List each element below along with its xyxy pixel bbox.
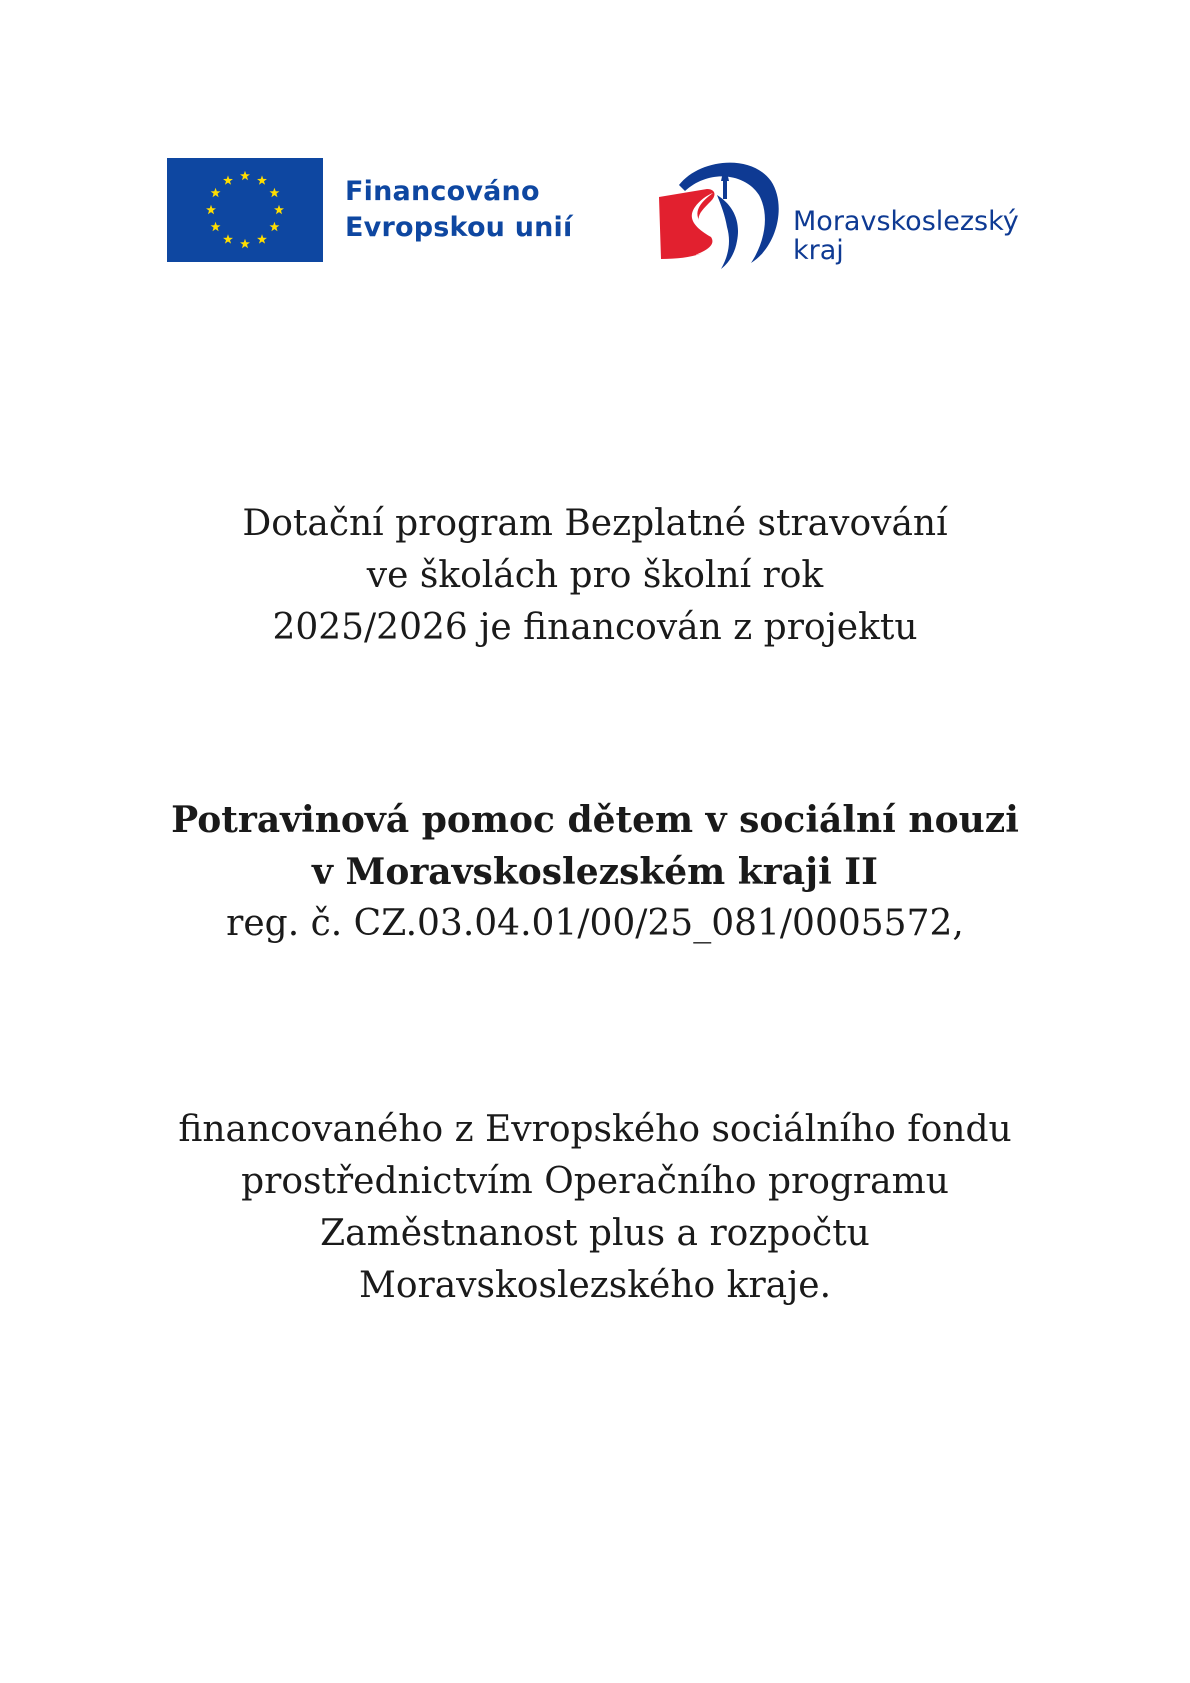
registration-number: reg. č. CZ.03.04.01/00/25_081/0005572, (226, 903, 964, 944)
project-title-line-2: v Moravskoslezském kraji II (312, 851, 878, 893)
eu-text-line2: Evropskou unií (345, 212, 573, 243)
funding-line-1: financovaného z Evropského sociálního fondu (178, 1109, 1012, 1150)
funding-line-4: Moravskoslezského kraje. (358, 1265, 832, 1306)
funding-line-3: Zaměstnanost plus a rozpočtu (320, 1213, 870, 1254)
msk-region-text (793, 207, 1019, 265)
project-block (0, 794, 1190, 950)
msk-region-logo (655, 155, 1019, 275)
msk-emblem-icon (655, 155, 785, 275)
msk-text-line1: Moravskoslezský (793, 206, 1019, 237)
eu-flag-icon (167, 158, 323, 262)
intro-line-2: ve školách pro školní rok (366, 555, 824, 596)
intro-paragraph (0, 498, 1190, 654)
project-title-line-1: Potravinová pomoc dětem v sociální nouzi (171, 799, 1019, 841)
eu-funding-text (345, 174, 572, 246)
intro-line-3: 2025/2026 je financován z projektu (272, 607, 918, 648)
msk-text-line2: kraj (793, 235, 844, 266)
intro-line-1: Dotační program Bezplatné stravování (242, 503, 948, 544)
funding-paragraph (0, 1104, 1190, 1312)
eu-funding-logo (167, 158, 572, 262)
eu-text-line1: Financováno (345, 176, 540, 207)
funding-line-2: prostřednictvím Operačního programu (241, 1161, 949, 1202)
